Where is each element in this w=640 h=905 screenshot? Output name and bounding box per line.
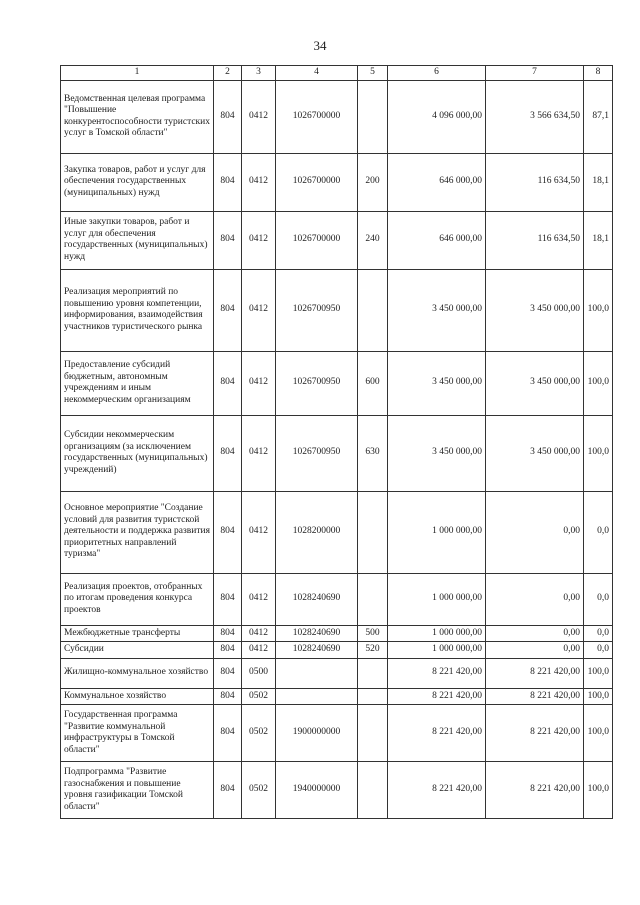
budget-table (60, 65, 613, 819)
expense-type-cell: 500 (358, 625, 388, 642)
percent-cell: 100,0 (584, 269, 613, 351)
expense-type-cell: 630 (358, 415, 388, 491)
planned-amount-cell: 3 450 000,00 (388, 415, 486, 491)
percent-cell: 100,0 (584, 705, 613, 762)
table-row (61, 688, 613, 705)
table-row (61, 80, 613, 153)
percent-cell: 100,0 (584, 351, 613, 415)
ministry-code-cell: 804 (214, 491, 242, 573)
percent-cell: 0,0 (584, 625, 613, 642)
expense-type-cell: 240 (358, 211, 388, 269)
percent-cell: 87,1 (584, 80, 613, 153)
table-row (61, 658, 613, 688)
actual-amount-cell: 8 221 420,00 (486, 705, 584, 762)
table-row (61, 351, 613, 415)
actual-amount-cell: 3 450 000,00 (486, 351, 584, 415)
planned-amount-cell: 8 221 420,00 (388, 762, 486, 819)
planned-amount-cell: 3 450 000,00 (388, 351, 486, 415)
planned-amount-cell: 646 000,00 (388, 153, 486, 211)
ministry-code-cell: 804 (214, 153, 242, 211)
section-code-cell: 0412 (242, 351, 276, 415)
percent-cell: 100,0 (584, 415, 613, 491)
planned-amount-cell: 8 221 420,00 (388, 688, 486, 705)
item-name-cell: Иные закупки товаров, работ и услуг для обеспечения государственных (муниципальных) нужд (61, 211, 214, 269)
item-name-cell: Жилищно-коммунальное хозяйство (61, 658, 214, 688)
target-code-cell: 1026700950 (276, 351, 358, 415)
percent-cell: 0,0 (584, 642, 613, 659)
actual-amount-cell: 116 634,50 (486, 153, 584, 211)
target-code-cell: 1900000000 (276, 705, 358, 762)
actual-amount-cell: 116 634,50 (486, 211, 584, 269)
table-row (61, 642, 613, 659)
ministry-code-cell: 804 (214, 688, 242, 705)
percent-cell: 100,0 (584, 658, 613, 688)
expense-type-cell (358, 688, 388, 705)
planned-amount-cell: 1 000 000,00 (388, 491, 486, 573)
actual-amount-cell: 8 221 420,00 (486, 658, 584, 688)
expense-type-cell (358, 491, 388, 573)
planned-amount-cell: 1 000 000,00 (388, 573, 486, 625)
column-header: 4 (276, 66, 358, 81)
section-code-cell: 0412 (242, 491, 276, 573)
target-code-cell (276, 688, 358, 705)
item-name-cell: Коммунальное хозяйство (61, 688, 214, 705)
target-code-cell: 1026700000 (276, 153, 358, 211)
table-row (61, 415, 613, 491)
expense-type-cell: 200 (358, 153, 388, 211)
percent-cell: 18,1 (584, 153, 613, 211)
target-code-cell: 1026700950 (276, 415, 358, 491)
target-code-cell: 1940000000 (276, 762, 358, 819)
table-row (61, 491, 613, 573)
section-code-cell: 0412 (242, 211, 276, 269)
item-name-cell: Основное мероприятие "Создание условий для развития туристской деятельности и поддержка развития приоритетных направлений туризма" (61, 491, 214, 573)
planned-amount-cell: 1 000 000,00 (388, 625, 486, 642)
ministry-code-cell: 804 (214, 415, 242, 491)
column-header: 6 (388, 66, 486, 81)
table-row (61, 211, 613, 269)
actual-amount-cell: 0,00 (486, 625, 584, 642)
actual-amount-cell: 3 450 000,00 (486, 415, 584, 491)
column-header: 1 (61, 66, 214, 81)
percent-cell: 100,0 (584, 762, 613, 819)
ministry-code-cell: 804 (214, 269, 242, 351)
actual-amount-cell: 3 450 000,00 (486, 269, 584, 351)
target-code-cell: 1028240690 (276, 642, 358, 659)
table-row (61, 705, 613, 762)
ministry-code-cell: 804 (214, 642, 242, 659)
target-code-cell: 1028240690 (276, 573, 358, 625)
section-code-cell: 0412 (242, 269, 276, 351)
column-header: 3 (242, 66, 276, 81)
section-code-cell: 0412 (242, 642, 276, 659)
section-code-cell: 0502 (242, 688, 276, 705)
actual-amount-cell: 8 221 420,00 (486, 688, 584, 705)
target-code-cell: 1026700000 (276, 211, 358, 269)
planned-amount-cell: 646 000,00 (388, 211, 486, 269)
target-code-cell: 1026700950 (276, 269, 358, 351)
item-name-cell: Межбюджетные трансферты (61, 625, 214, 642)
expense-type-cell: 600 (358, 351, 388, 415)
section-code-cell: 0412 (242, 625, 276, 642)
target-code-cell: 1028240690 (276, 625, 358, 642)
table-row (61, 625, 613, 642)
planned-amount-cell: 8 221 420,00 (388, 705, 486, 762)
actual-amount-cell: 3 566 634,50 (486, 80, 584, 153)
section-code-cell: 0502 (242, 762, 276, 819)
item-name-cell: Ведомственная целевая программа "Повышение конкурентоспособности туристских услуг в Томской области" (61, 80, 214, 153)
item-name-cell: Предоставление субсидий бюджетным, автономным учреждениям и иным некоммерческим организациям (61, 351, 214, 415)
section-code-cell: 0500 (242, 658, 276, 688)
item-name-cell: Субсидии (61, 642, 214, 659)
section-code-cell: 0412 (242, 573, 276, 625)
section-code-cell: 0412 (242, 153, 276, 211)
table-header-row (61, 66, 613, 81)
item-name-cell: Подпрограмма "Развитие газоснабжения и повышение уровня газификации Томской области" (61, 762, 214, 819)
ministry-code-cell: 804 (214, 573, 242, 625)
expense-type-cell (358, 269, 388, 351)
actual-amount-cell: 8 221 420,00 (486, 762, 584, 819)
planned-amount-cell: 3 450 000,00 (388, 269, 486, 351)
expense-type-cell (358, 573, 388, 625)
ministry-code-cell: 804 (214, 625, 242, 642)
expense-type-cell: 520 (358, 642, 388, 659)
ministry-code-cell: 804 (214, 80, 242, 153)
actual-amount-cell: 0,00 (486, 642, 584, 659)
item-name-cell: Государственная программа "Развитие коммунальной инфраструктуры в Томской области" (61, 705, 214, 762)
item-name-cell: Субсидии некоммерческим организациям (за исключением государственных (муниципальных) учреждений) (61, 415, 214, 491)
target-code-cell: 1026700000 (276, 80, 358, 153)
column-header: 5 (358, 66, 388, 81)
actual-amount-cell: 0,00 (486, 491, 584, 573)
actual-amount-cell: 0,00 (486, 573, 584, 625)
table-row (61, 153, 613, 211)
page-number: 34 (313, 38, 327, 53)
item-name-cell: Реализация мероприятий по повышению уровня компетенции, информирования, взаимодействия участников туристического рынка (61, 269, 214, 351)
table-row (61, 573, 613, 625)
ministry-code-cell: 804 (214, 658, 242, 688)
expense-type-cell (358, 658, 388, 688)
planned-amount-cell: 8 221 420,00 (388, 658, 486, 688)
planned-amount-cell: 1 000 000,00 (388, 642, 486, 659)
column-header: 2 (214, 66, 242, 81)
percent-cell: 0,0 (584, 491, 613, 573)
table-row (61, 762, 613, 819)
expense-type-cell (358, 705, 388, 762)
target-code-cell (276, 658, 358, 688)
ministry-code-cell: 804 (214, 211, 242, 269)
section-code-cell: 0412 (242, 80, 276, 153)
item-name-cell: Реализация проектов, отобранных по итогам проведения конкурса проектов (61, 573, 214, 625)
percent-cell: 0,0 (584, 573, 613, 625)
table-row (61, 269, 613, 351)
expense-type-cell (358, 80, 388, 153)
ministry-code-cell: 804 (214, 705, 242, 762)
planned-amount-cell: 4 096 000,00 (388, 80, 486, 153)
ministry-code-cell: 804 (214, 762, 242, 819)
percent-cell: 100,0 (584, 688, 613, 705)
ministry-code-cell: 804 (214, 351, 242, 415)
expense-type-cell (358, 762, 388, 819)
target-code-cell: 1028200000 (276, 491, 358, 573)
section-code-cell: 0412 (242, 415, 276, 491)
section-code-cell: 0502 (242, 705, 276, 762)
item-name-cell: Закупка товаров, работ и услуг для обеспечения государственных (муниципальных) нужд (61, 153, 214, 211)
column-header: 7 (486, 66, 584, 81)
percent-cell: 18,1 (584, 211, 613, 269)
column-header: 8 (584, 66, 613, 81)
